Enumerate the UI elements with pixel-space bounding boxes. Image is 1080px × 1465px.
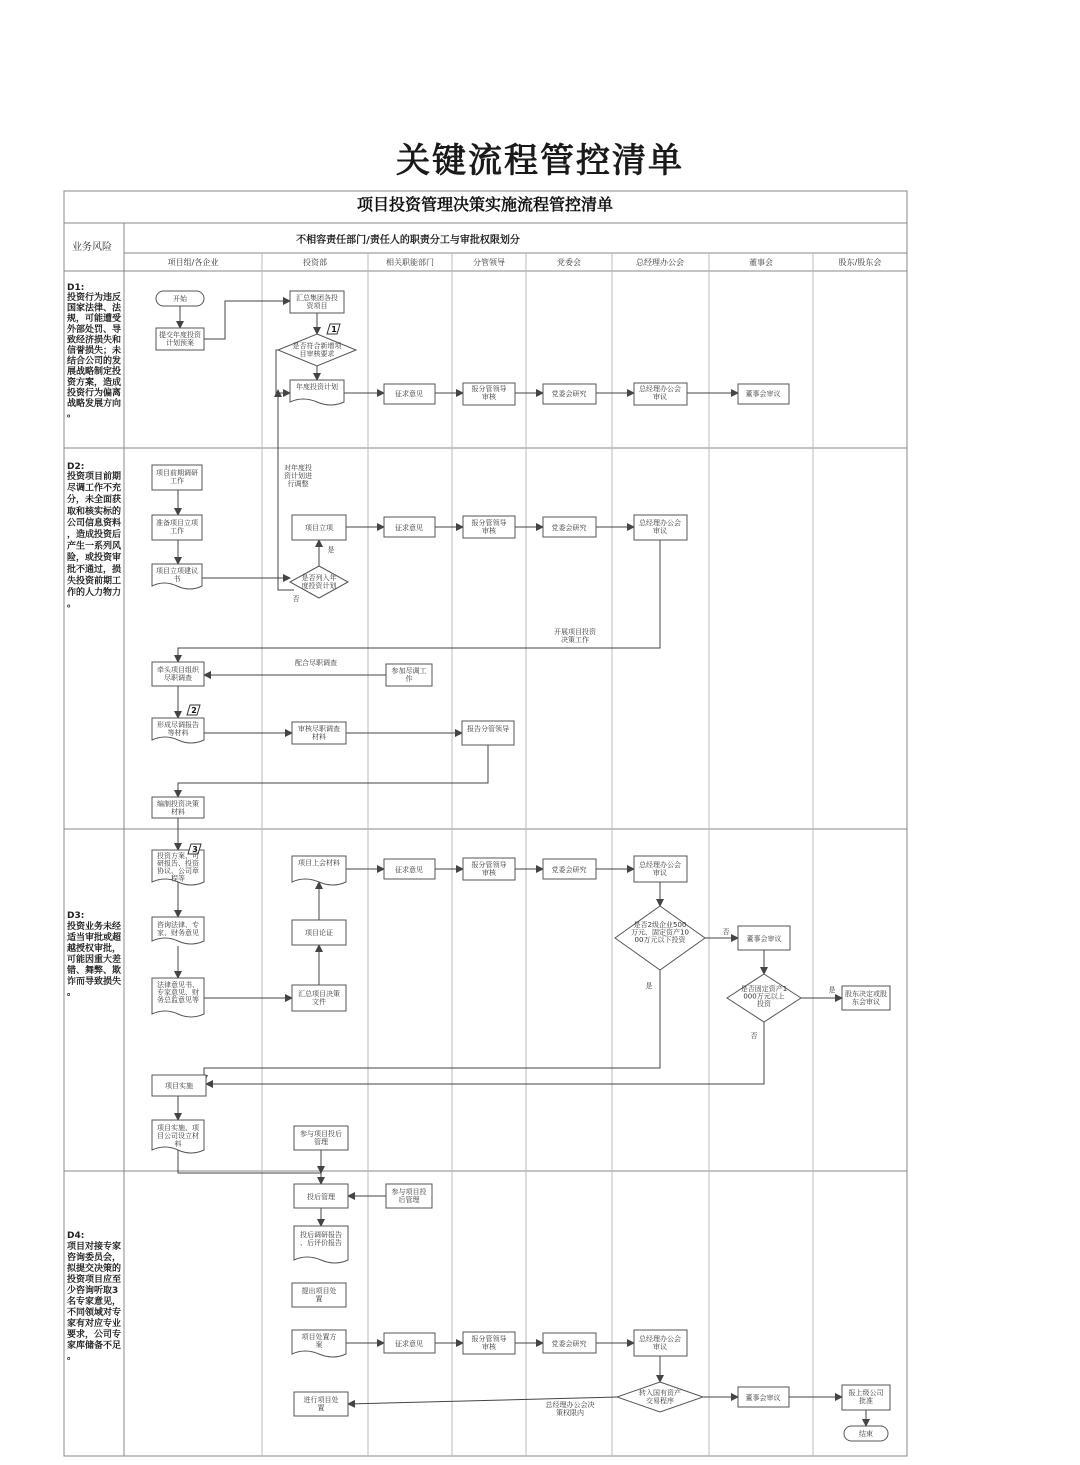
node-label: 征求意见	[395, 390, 423, 398]
edge-label: 是	[828, 986, 836, 994]
node-label: 报上级公司批准	[848, 1389, 884, 1405]
edge-label: 否	[750, 1032, 758, 1040]
node-label: 项目立项	[305, 524, 333, 532]
node-label: 董事会审议	[745, 1394, 781, 1402]
node-label: 对年度投资计划进行调整	[284, 464, 312, 488]
edge-label: 配合尽职调查	[295, 659, 337, 667]
node-label: 结束	[859, 1430, 873, 1438]
lane-header: 党委会	[557, 258, 581, 267]
node-label: 征求意见	[395, 1340, 423, 1348]
node-label: 转入国有资产交易程序	[639, 1389, 681, 1405]
risk-badge: 2	[191, 706, 197, 715]
node-label: 报分管领导审核	[471, 519, 507, 535]
risk-description: 投资项目前期尽调工作不充分，未全面获取和核实标的公司信息资料，造成投资后产生一系列风险，或投资审批不通过，损失投资前期工作的人力物力。	[67, 472, 122, 610]
node-label: 参与项目投后管理	[391, 1188, 427, 1204]
node-label: 项目实施、项目公司设立材料	[157, 1124, 199, 1148]
node-label: 是否2级企业500 万元、固定资产10 00万元以下投资	[631, 921, 689, 944]
risk-badge: 1	[331, 325, 337, 334]
node-label: 总经理办公会审议	[639, 519, 681, 535]
edge-label: 是	[645, 982, 653, 990]
node-label: 征求意见	[395, 866, 423, 874]
node-label: 是否列入年度投资计划	[301, 574, 337, 590]
risk-badge: 3	[192, 845, 198, 854]
flow-shapes	[152, 291, 890, 1441]
node-label: 投后管理	[307, 1193, 335, 1201]
lane-header: 投资部	[303, 258, 327, 267]
node-label: 参与项目投后管理	[300, 1130, 342, 1146]
node-label: 董事会审议	[745, 390, 781, 398]
lane-header: 相关职能部门	[386, 258, 434, 267]
node-label: 党委会研究	[551, 390, 587, 398]
node-label: 总经理办公会审议	[639, 861, 681, 877]
node-label: 总经理办公会审议	[639, 385, 681, 401]
risk-code: D3:	[67, 911, 85, 921]
node-label: 董事会审议	[746, 935, 782, 943]
node-label: 提出项目处置	[301, 1287, 337, 1303]
edge-label: 是	[327, 546, 335, 554]
node-label: 项目实施	[165, 1082, 193, 1090]
lane-header: 分管领导	[473, 258, 505, 267]
lane-header: 总经理办公会	[636, 258, 684, 267]
risk-description: 投资业务未经适当审批或超越授权审批，可能因重大差错、舞弊、欺诈而导致损失。	[67, 922, 122, 998]
node-label: 征求意见	[395, 524, 423, 532]
node-label: 参加尽调工作	[391, 667, 427, 683]
table-frame	[64, 191, 907, 1456]
node-label: 汇总集团各投资项目	[296, 294, 338, 310]
node-label: 开始	[173, 295, 187, 303]
node-label: 党委会研究	[551, 866, 587, 874]
node-label: 股东决定或股东会审议	[845, 990, 887, 1006]
edge-label: 否	[722, 928, 730, 936]
node-label: 党委会研究	[551, 1340, 587, 1348]
connectors	[178, 301, 866, 1426]
node-label: 报分管领导审核	[471, 861, 507, 877]
node-label: 项目论证	[305, 929, 333, 937]
node-label: 项目上会材料	[298, 859, 340, 867]
node-label: 投后调研报告、后评价报告	[300, 1231, 342, 1247]
risk-header: 业务风险	[72, 242, 112, 253]
risk-description: 项目对接专家咨询委员会，拟提交决策的投资项目应至少咨询听取3 名专家意见，不同领域对专家有对应专业要求，公司专家库储备不足。	[67, 1242, 122, 1362]
node-label: 进行项目处置	[303, 1396, 339, 1412]
node-label: 形成尽调报告等材料	[157, 721, 199, 737]
risk-code: D1:	[67, 283, 85, 293]
table-title: 项目投资管理决策实施流程管控清单	[356, 195, 614, 214]
edge-label: 否	[292, 595, 300, 603]
risk-description: 投资行为违反国家法律、法规，可能遭受外部处罚、导致经济损失和信誉损失；未结合公司的发展战略制定投资方案，造成投资行为偏离战略发展方向。	[67, 293, 122, 420]
risk-code: D2:	[67, 462, 85, 472]
node-label: 是否符合新增项目审核要求	[292, 342, 342, 358]
node-label: 审核尽职调查材料	[298, 725, 340, 741]
page-title: 关键流程管控清单	[396, 141, 684, 181]
node-label: 投资方案、可研报告、投资协议、公司章程等	[157, 852, 199, 883]
node-label: 编制投资决策材料	[157, 800, 199, 816]
node-label: 提交年度投资计划预案	[159, 331, 201, 347]
node-label: 报分管领导审核	[471, 385, 507, 401]
node-label: 牵头项目组织尽职调查	[157, 666, 199, 682]
lane-dividers	[262, 253, 813, 1456]
lane-header: 项目组/各企业	[167, 258, 219, 267]
node-label: 项目处置方案	[301, 1333, 337, 1349]
node-label: 项目前期调研工作	[156, 469, 198, 485]
edge-label: 开展项目投资决策工作	[554, 628, 596, 644]
lane-header: 董事会	[749, 258, 773, 267]
node-label: 汇总项目决策文件	[298, 990, 340, 1006]
node-label: 咨询法律、专家、财务意见	[157, 921, 199, 937]
node-label: 总经理办公会审议	[639, 1335, 681, 1351]
lane-header: 股东/股东会	[838, 258, 882, 267]
node-label: 法律意见书、专家意见、财务总监意见等	[157, 981, 199, 1004]
node-label: 年度投资计划	[296, 383, 338, 391]
node-label: 项目立项建议书	[156, 567, 198, 583]
node-label: 准备项目立项工作	[156, 519, 198, 535]
risk-code: D4:	[67, 1231, 85, 1241]
node-label: 是否固定资产1 000万元以上投资	[740, 985, 788, 1008]
node-label: 党委会研究	[551, 524, 587, 532]
node-label: 报告分管领导	[467, 725, 509, 733]
responsibility-header: 不相容责任部门/责任人的职责分工与审批权限划分	[296, 235, 520, 246]
edge-label: 总经理办公会决策权限内	[545, 1401, 595, 1417]
node-label: 报分管领导审核	[471, 1335, 507, 1351]
